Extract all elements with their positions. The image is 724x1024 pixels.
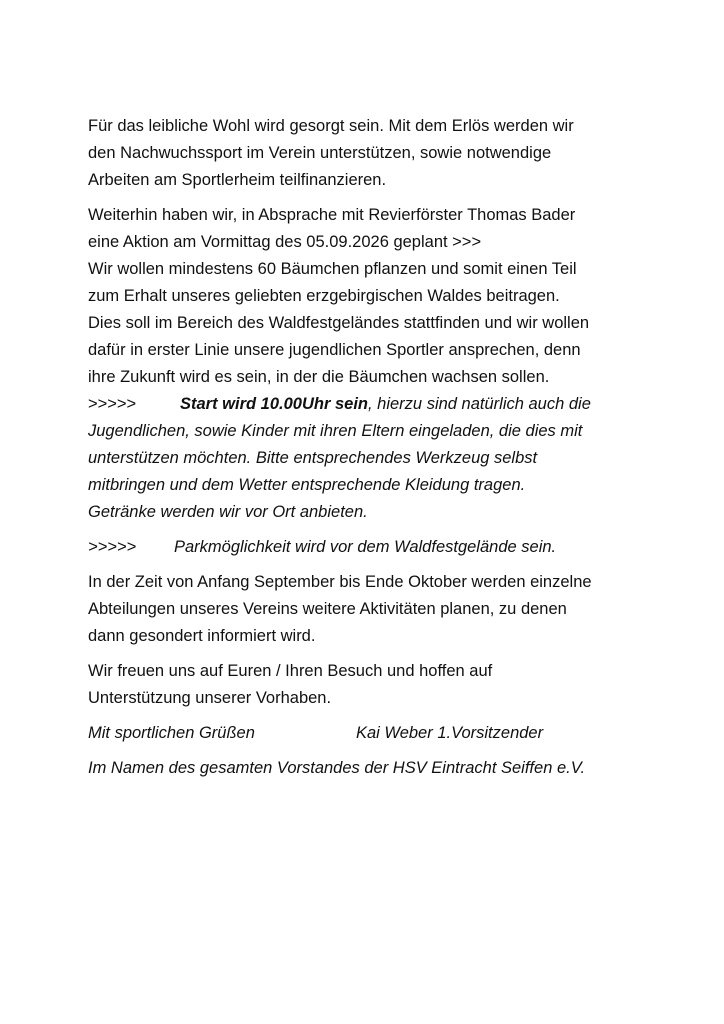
paragraph1-line: den Nachwuchssport im Verein unterstützen, sowie notwendige: [88, 144, 552, 162]
paragraph2-line: zum Erhalt unseres geliebten erzgebirgischen Waldes beitragen.: [88, 287, 560, 305]
paragraph3-line: dann gesondert informiert wird.: [88, 627, 316, 645]
parking-line: [88, 534, 648, 561]
start-time-bold: Start wird 10.00Uhr sein: [180, 395, 368, 413]
document-body: [88, 113, 648, 782]
start-time-rest: , hierzu sind natürlich auch die: [368, 395, 591, 413]
start-time-line: [88, 391, 648, 418]
paragraph2-italic-line: unterstützen möchten. Bitte entsprechendes Werkzeug selbst: [88, 449, 538, 467]
paragraph2-line: Wir wollen mindestens 60 Bäumchen pflanzen und somit einen Teil: [88, 260, 577, 278]
closing-greeting: Mit sportlichen Grüßen: [88, 724, 255, 742]
arrow-marker: >>>>>: [88, 395, 137, 413]
arrow-marker: >>>>>: [88, 538, 137, 556]
paragraph2-line: Weiterhin haben wir, in Absprache mit Revierförster Thomas Bader: [88, 206, 576, 224]
paragraph4-line: Wir freuen uns auf Euren / Ihren Besuch und hoffen auf: [88, 662, 493, 680]
paragraph2-line: Dies soll im Bereich des Waldfestgeländes stattfinden und wir wollen: [88, 314, 590, 332]
paragraph1-line: Arbeiten am Sportlerheim teilfinanzieren.: [88, 171, 387, 189]
closing-signer: Kai Weber 1.Vorsitzender: [356, 724, 544, 742]
paragraph1-line: Für das leibliche Wohl wird gesorgt sein. Mit dem Erlös werden wir: [88, 117, 574, 135]
paragraph4-line: Unterstützung unserer Vorhaben.: [88, 689, 332, 707]
paragraph2-italic-line: Jugendlichen, sowie Kinder mit ihren Eltern eingeladen, die dies mit: [88, 422, 583, 440]
paragraph3-line: In der Zeit von Anfang September bis Ende Oktober werden einzelne: [88, 573, 592, 591]
paragraph2-line: dafür in erster Linie unsere jugendlichen Sportler ansprechen, denn: [88, 341, 581, 359]
closing-line: [88, 720, 648, 747]
closing-footer: Im Namen des gesamten Vorstandes der HSV Eintracht Seiffen e.V.: [88, 759, 586, 777]
paragraph2-italic-line: Getränke werden wir vor Ort anbieten.: [88, 503, 368, 521]
paragraph3-line: Abteilungen unseres Vereins weitere Aktivitäten planen, zu denen: [88, 600, 567, 618]
paragraph2-line: ihre Zukunft wird es sein, in der die Bäumchen wachsen sollen.: [88, 368, 550, 386]
parking-text: Parkmöglichkeit wird vor dem Waldfestgelände sein.: [174, 538, 557, 556]
paragraph2-italic-line: mitbringen und dem Wetter entsprechende Kleidung tragen.: [88, 476, 526, 494]
paragraph2-line: eine Aktion am Vormittag des 05.09.2026 geplant >>>: [88, 233, 482, 251]
